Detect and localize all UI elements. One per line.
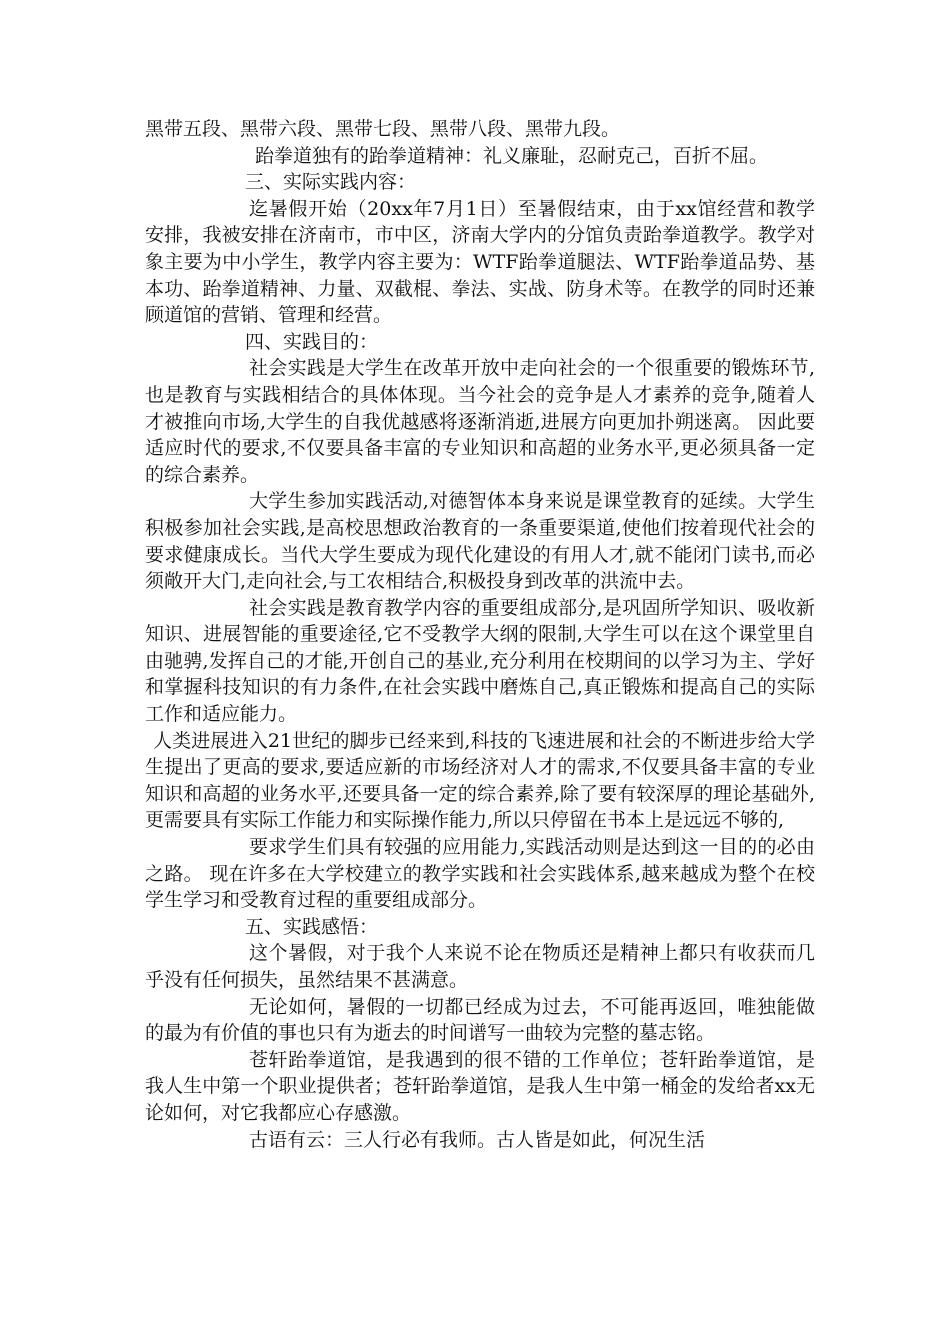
paragraph-taekwondo-spirit: 跆拳道独有的跆拳道精神：礼义廉耻，忍耐克己，百折不屈。 [255,144,769,167]
paragraph-practice-content: 迄暑假开始（20xx年7月1日）至暑假结束，由于xx馆经营和教学安排，我被安排在济南市，市中区，济南大学内的分馆负责跆拳道教学。教学对象主要为中小学生，教学内容主要为：WTF跆拳道腿法、WTF跆拳道品势、基本功、跆拳道精神、力量、双截棍、拳法、实战、防身术等。在教学的同时还兼顾道馆的营销、管理和经营。 [145,197,815,327]
paragraph-purpose-4: 人类进展进入21世纪的脚步已经来到,科技的飞速进展和社会的不断进步给大学生提出了更高的要求,要适应新的市场经济对人才的需求,不仅要具备丰富的专业知识和高超的业务水平,还要具备一定的综合素养,除了要有较深厚的理论基础外,更需要具有实际工作能力和实际操作能力,所以只停留在书本上是远远不够的, [145,729,815,832]
paragraph-purpose-1: 社会实践是大学生在改革开放中走向社会的一个很重要的锻炼环节,也是教育与实践相结合的具体体现。当今社会的竞争是人才素养的竞争,随着人才被推向市场,大学生的自我优越感将逐渐消逝,进展方向更加扑朔迷离。 因此要适应时代的要求,不仅要具备丰富的专业知识和高超的业务水平,更必须具备一定的综合素养。 [145,357,815,486]
paragraph-reflection-2: 无论如何，暑假的一切都已经成为过去，不可能再返回，唯独能做的最为有价值的事也只有为逝去的时间谱写一曲较为完整的墓志铭。 [145,995,815,1045]
paragraph-purpose-2: 大学生参加实践活动,对德智体本身来说是课堂教育的延续。大学生积极参加社会实践,是高校思想政治教育的一条重要渠道,使他们按着现代社会的要求健康成长。当代大学生要成为现代化建设的有用人才,就不能闭门读书,而必须敞开大门,走向社会,与工农相结合,积极投身到改革的洪流中去。 [145,490,815,593]
section-heading-practice-reflection: 五、实践感悟： [245,915,379,938]
paragraph-purpose-5: 要求学生们具有较强的应用能力,实践活动则是达到这一目的的必由之路。 现在许多在大学校建立的教学实践和社会实践体系,越来越成为整个在校学生学习和受教育过程的重要组成部分。 [145,836,815,912]
section-heading-practice-content: 三、实际实践内容： [245,171,417,194]
paragraph-reflection-1: 这个暑假，对于我个人来说不论在物质还是精神上都只有收获而几乎没有任何损失，虽然结果不甚满意。 [145,942,815,991]
paragraph-belt-levels: 黑带五段、黑带六段、黑带七段、黑带八段、黑带九段。 [145,118,621,140]
paragraph-purpose-3: 社会实践是教育教学内容的重要组成部分,是巩固所学知识、吸收新知识、进展智能的重要途径,它不受教学大纲的限制,大学生可以在这个课堂里自由驰骋,发挥自己的才能,开创自己的基业,充分利用在校期间的以学习为主、学好和掌握科技知识的有力条件,在社会实践中磨炼自己,真正锻炼和提高自己的实际工作和适应能力。 [145,596,815,726]
paragraph-reflection-4: 古语有云：三人行必有我师。古人皆是如此，何况生活 [249,1128,706,1151]
paragraph-reflection-3: 苍轩跆拳道馆，是我遇到的很不错的工作单位；苍轩跆拳道馆，是我人生中第一个职业提供者；苍轩跆拳道馆，是我人生中第一桶金的发给者xx无论如何，对它我都应心存感激。 [145,1048,815,1124]
section-heading-practice-purpose: 四、实践目的： [245,330,379,353]
document-body [145,116,815,1153]
